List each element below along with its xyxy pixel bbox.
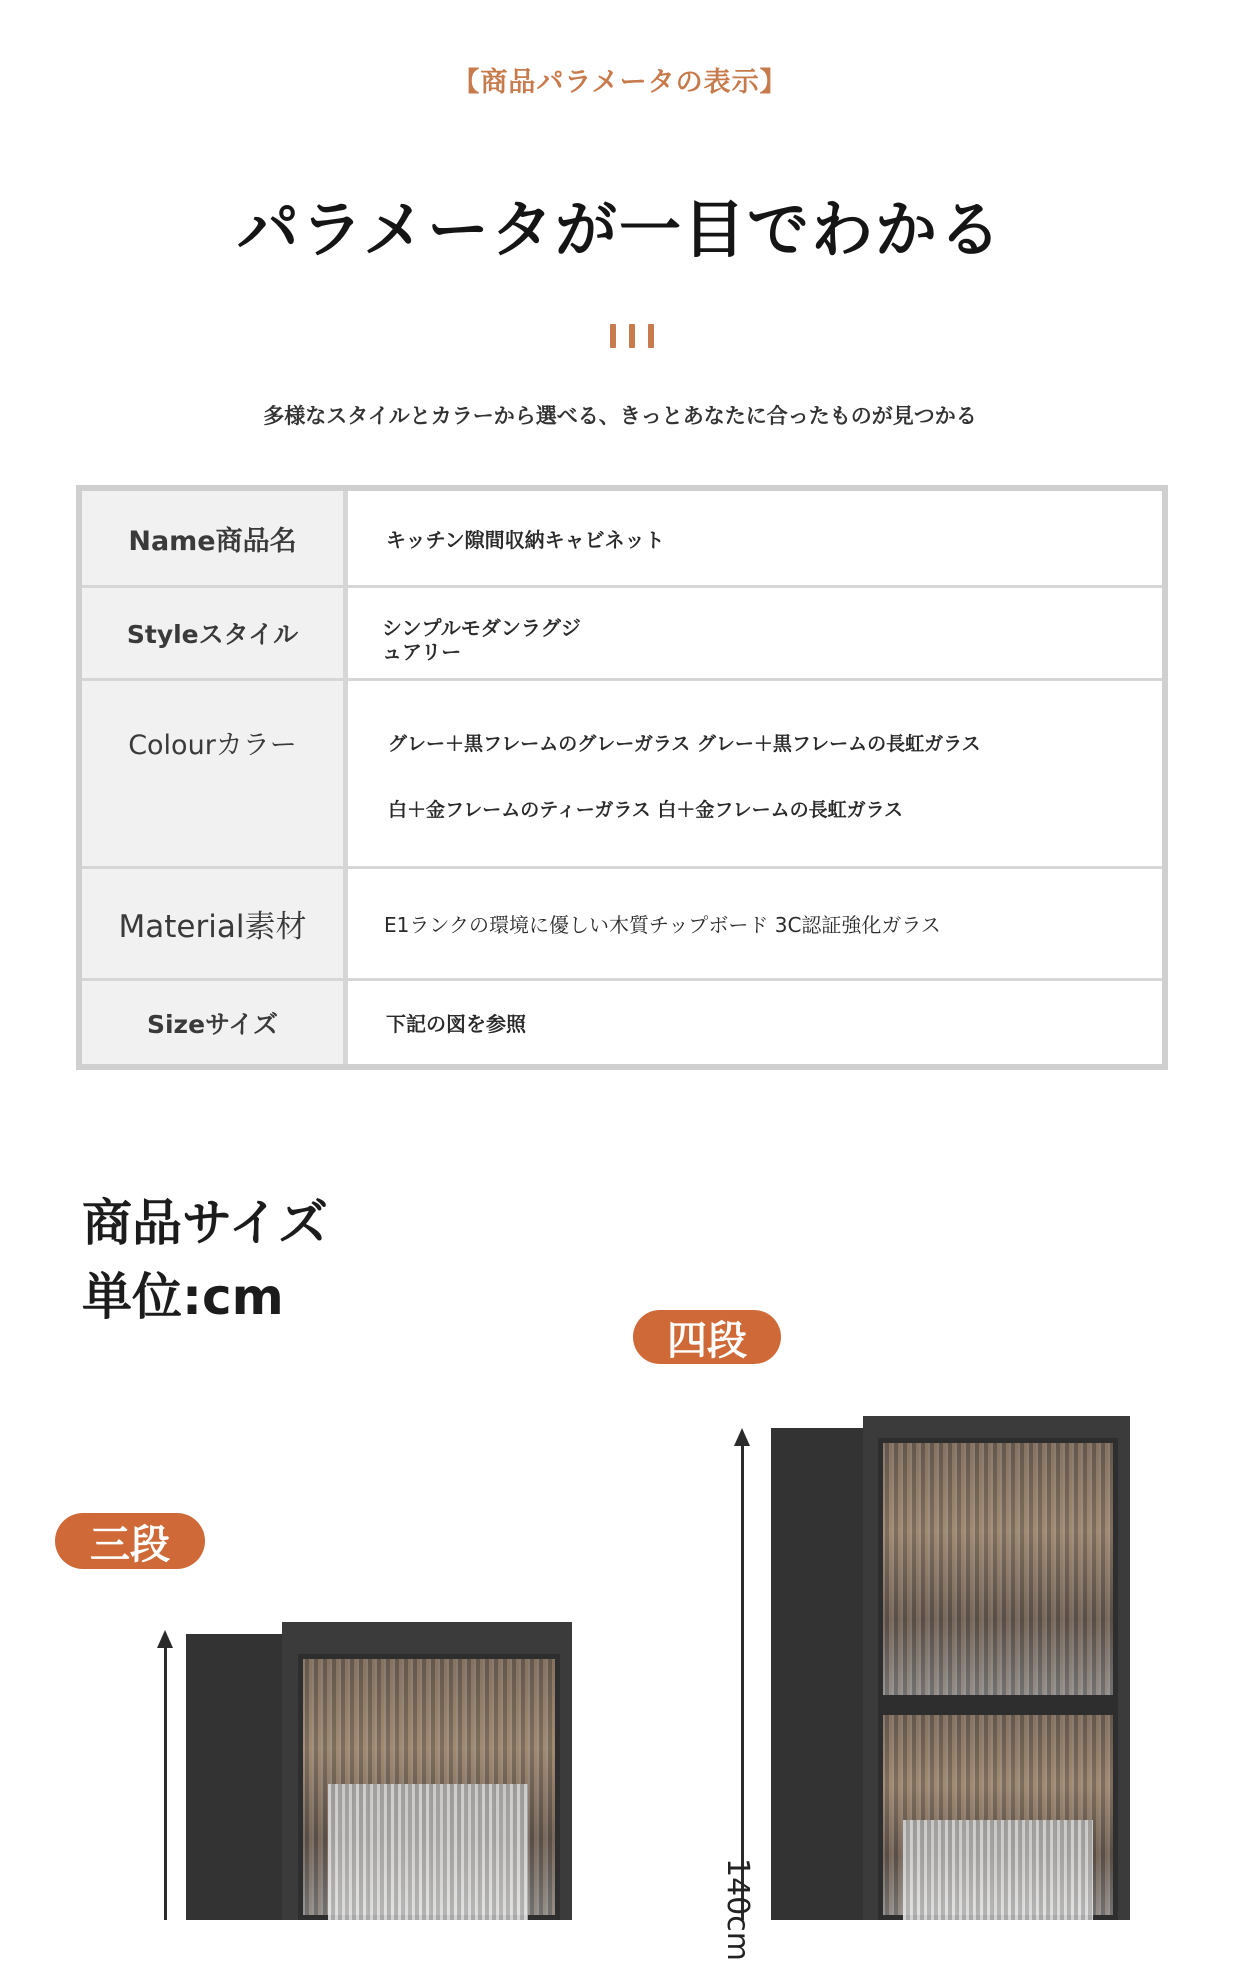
glass-door-upper bbox=[878, 1438, 1118, 1700]
height-arrow-four bbox=[741, 1444, 744, 1920]
cabinet-shelf-divider bbox=[878, 1700, 1118, 1710]
badge-four-tier: 四段 bbox=[633, 1310, 781, 1364]
spec-value-name: キッチン隙間収納キャビネット bbox=[386, 527, 665, 552]
four-tier-cabinet bbox=[720, 1410, 1135, 1961]
spec-label-style: Styleスタイル bbox=[82, 588, 348, 678]
spec-row-style bbox=[82, 588, 1162, 681]
size-section-title bbox=[82, 1186, 328, 1334]
section-tag: 【商品パラメータの表示】 bbox=[452, 67, 788, 98]
arrow-head-up-icon bbox=[734, 1428, 750, 1446]
spec-value-size: 下記の図を参照 bbox=[386, 1012, 526, 1036]
badge-three-tier: 三段 bbox=[55, 1513, 205, 1569]
size-title-line2: 単位:cm bbox=[82, 1268, 284, 1326]
spec-value-colour-line1: グレー＋黒フレームのグレーガラス グレー＋黒フレームの長虹ガラス bbox=[388, 733, 981, 755]
height-arrow-three bbox=[164, 1646, 167, 1920]
spec-value-colour-line2: 白＋金フレームのティーガラス 白＋金フレームの長虹ガラス bbox=[388, 799, 904, 821]
height-label-four: 140cm bbox=[720, 1858, 755, 1961]
spec-value-style-line1: シンプルモダンラグジ bbox=[382, 616, 581, 640]
spec-value-style bbox=[372, 588, 1152, 678]
spec-row-material bbox=[82, 869, 1162, 981]
spec-label-size: Sizeサイズ bbox=[82, 981, 348, 1064]
arrow-head-up-icon bbox=[157, 1630, 173, 1648]
spec-table bbox=[76, 485, 1168, 1070]
spec-value-colour bbox=[372, 681, 1152, 866]
spec-label-material: Material素材 bbox=[82, 869, 348, 978]
size-title-line1: 商品サイズ bbox=[82, 1194, 328, 1252]
spec-row-name bbox=[82, 491, 1162, 588]
three-tier-cabinet bbox=[152, 1622, 572, 1920]
divider-mark bbox=[610, 324, 654, 348]
glassware-shelf bbox=[328, 1784, 528, 1920]
spec-label-colour: Colourカラー bbox=[82, 681, 348, 866]
spec-value-style-line2: ュアリー bbox=[382, 640, 462, 664]
subtitle: 多様なスタイルとカラーから選べる、きっとあなたに合ったものが見つかる bbox=[263, 404, 977, 428]
cabinet-side-panel bbox=[186, 1634, 284, 1920]
spec-label-name: Name商品名 bbox=[82, 491, 348, 585]
spec-row-size bbox=[82, 981, 1162, 1064]
spec-row-colour bbox=[82, 681, 1162, 869]
spec-value-material: E1ランクの環境に優しい木質チップボード 3C認証強化ガラス bbox=[384, 913, 941, 937]
headline: パラメータが一目でわかる bbox=[236, 193, 1004, 266]
glassware-shelf bbox=[903, 1820, 1093, 1920]
